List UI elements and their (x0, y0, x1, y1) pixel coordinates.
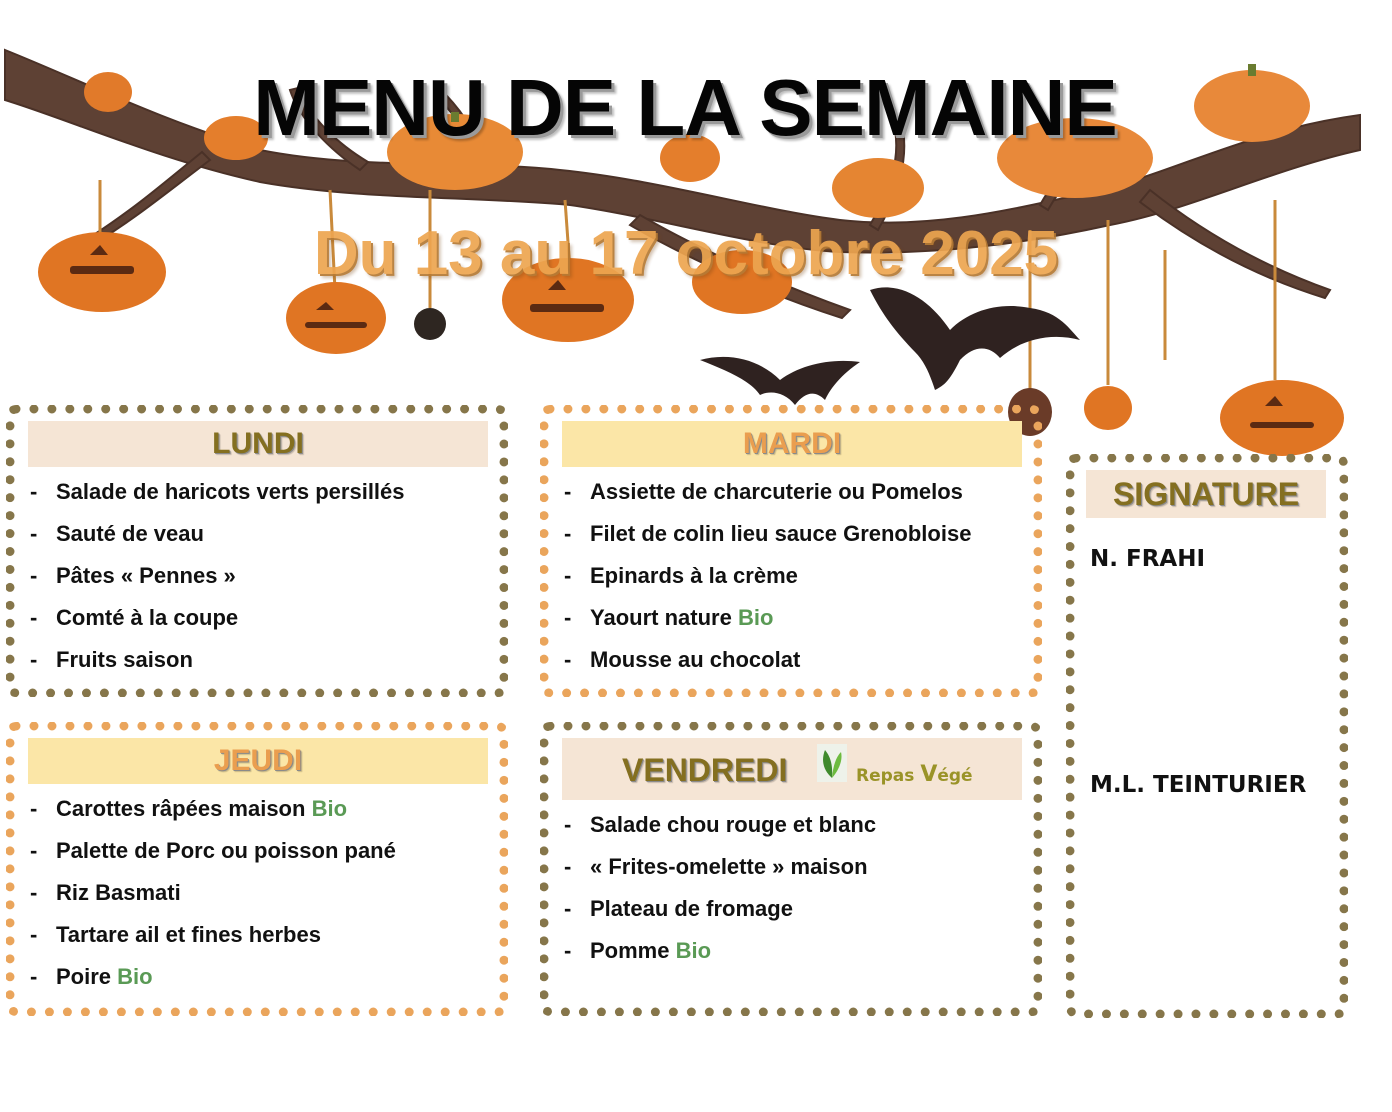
day-heading: VENDREDI (622, 752, 788, 788)
leaf-icon (817, 744, 847, 782)
day-heading-bar (562, 738, 1022, 800)
signature-name: M.L. TEINTURIER (1090, 772, 1307, 798)
bio-tag: Bio (311, 796, 348, 821)
menu-list (30, 788, 396, 998)
list-item: - Sauté de veau (30, 513, 405, 555)
signature-name: N. FRAHI (1090, 546, 1206, 572)
list-item: - Comté à la coupe (30, 597, 405, 639)
bio-tag: Bio (117, 964, 153, 989)
day-card-jeudi (6, 722, 508, 1016)
signature-card (1066, 454, 1348, 1018)
bio-tag: Bio (675, 938, 712, 963)
list-item: - Plateau de fromage (564, 888, 876, 930)
menu-list (564, 471, 971, 681)
list-item: - Epinards à la crème (564, 555, 971, 597)
day-heading: JEUDI (28, 738, 488, 784)
page-title: MENU DE LA SEMAINE (253, 63, 1117, 152)
list-item: - Salade de haricots verts persillés (30, 471, 405, 513)
dotted-frame (1066, 454, 1348, 1018)
list-item: - Assiette de charcuterie ou Pomelos (564, 471, 971, 513)
bio-tag: Bio (737, 605, 774, 630)
list-item: - Tartare ail et fines herbes (30, 914, 396, 956)
repas-vege-label: Repas Végé (856, 762, 973, 787)
list-item: - Filet de colin lieu sauce Grenobloise (564, 513, 971, 555)
list-item: - Mousse au chocolat (564, 639, 971, 681)
list-item: - Poire Bio (30, 956, 396, 998)
day-heading: MARDI (562, 421, 1022, 467)
list-item: - Palette de Porc ou poisson pané (30, 830, 396, 872)
list-item: - « Frites-omelette » maison (564, 846, 876, 888)
menu-list (30, 471, 405, 681)
list-item: - Carottes râpées maison Bio (30, 788, 396, 830)
date-range: Du 13 au 17 octobre 2025 (313, 219, 1059, 288)
spider-icon (414, 308, 446, 340)
list-item: - Pâtes « Pennes » (30, 555, 405, 597)
day-card-lundi (6, 405, 508, 697)
menu-list (564, 804, 876, 972)
day-card-mardi (540, 405, 1042, 697)
day-heading: LUNDI (28, 421, 488, 467)
list-item: - Yaourt nature Bio (564, 597, 971, 639)
signature-heading: SIGNATURE (1086, 470, 1326, 518)
list-item: - Riz Basmati (30, 872, 396, 914)
list-item: - Pomme Bio (564, 930, 876, 972)
list-item: - Fruits saison (30, 639, 405, 681)
day-card-vendredi (540, 722, 1042, 1016)
list-item: - Salade chou rouge et blanc (564, 804, 876, 846)
